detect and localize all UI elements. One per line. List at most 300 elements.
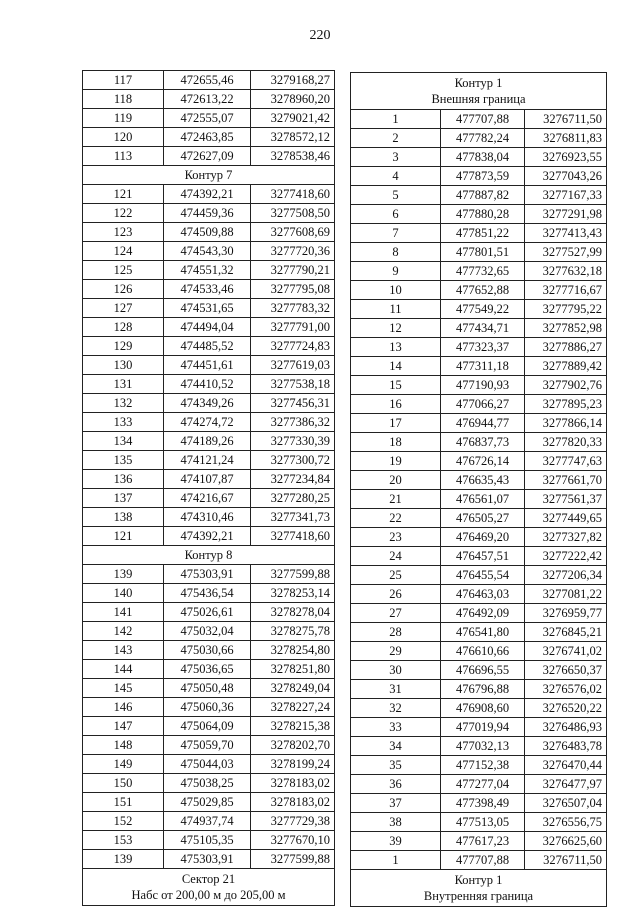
point-number: 118: [83, 90, 164, 109]
point-number: 139: [83, 850, 164, 869]
point-number: 141: [83, 603, 164, 622]
table-row: [351, 338, 607, 357]
y-coordinate: 3277418,60: [251, 185, 335, 204]
x-coordinate: 476505,27: [441, 509, 525, 528]
point-number: 22: [351, 509, 441, 528]
x-coordinate: 477190,93: [441, 376, 525, 395]
x-coordinate: 474392,21: [164, 185, 251, 204]
point-number: 4: [351, 167, 441, 186]
x-coordinate: 474392,21: [164, 527, 251, 546]
x-coordinate: 477838,04: [441, 148, 525, 167]
table-row: [351, 186, 607, 205]
table-row: [351, 395, 607, 414]
y-coordinate: 3277716,67: [525, 281, 607, 300]
y-coordinate: 3276741,02: [525, 642, 607, 661]
point-number: 3: [351, 148, 441, 167]
point-number: 31: [351, 680, 441, 699]
x-coordinate: 477851,22: [441, 224, 525, 243]
x-coordinate: 475038,25: [164, 774, 251, 793]
x-coordinate: 475059,70: [164, 736, 251, 755]
table-row: [351, 110, 607, 129]
point-number: 23: [351, 528, 441, 547]
x-coordinate: 476726,14: [441, 452, 525, 471]
table-row: [83, 128, 335, 147]
x-coordinate: 475105,35: [164, 831, 251, 850]
y-coordinate: 3276576,02: [525, 680, 607, 699]
point-number: 133: [83, 413, 164, 432]
x-coordinate: 476837,73: [441, 433, 525, 452]
point-number: 36: [351, 775, 441, 794]
y-coordinate: 3277820,33: [525, 433, 607, 452]
point-number: 7: [351, 224, 441, 243]
y-coordinate: 3279168,27: [251, 71, 335, 90]
point-number: 150: [83, 774, 164, 793]
table-row: [351, 452, 607, 471]
point-number: 146: [83, 698, 164, 717]
point-number: 14: [351, 357, 441, 376]
y-coordinate: 3278183,02: [251, 793, 335, 812]
x-coordinate: 474551,32: [164, 261, 251, 280]
y-coordinate: 3277608,69: [251, 223, 335, 242]
table-row: [351, 775, 607, 794]
table-row: [83, 71, 335, 90]
x-coordinate: 477801,51: [441, 243, 525, 262]
table-row: [351, 300, 607, 319]
contour-7-heading-row: [83, 166, 335, 185]
x-coordinate: 475026,61: [164, 603, 251, 622]
table-row: [83, 812, 335, 831]
table-row: [351, 642, 607, 661]
x-coordinate: 477311,18: [441, 357, 525, 376]
point-number: 28: [351, 623, 441, 642]
x-coordinate: 474189,26: [164, 432, 251, 451]
table-row: [83, 451, 335, 470]
point-number: 25: [351, 566, 441, 585]
x-coordinate: 474543,30: [164, 242, 251, 261]
point-number: 11: [351, 300, 441, 319]
x-coordinate: 474937,74: [164, 812, 251, 831]
point-number: 9: [351, 262, 441, 281]
contour-1-inner-heading: [351, 870, 607, 907]
x-coordinate: 472655,46: [164, 71, 251, 90]
point-number: 137: [83, 489, 164, 508]
point-number: 37: [351, 794, 441, 813]
table-row: [83, 375, 335, 394]
x-coordinate: 477873,59: [441, 167, 525, 186]
table-row: [83, 660, 335, 679]
x-coordinate: 475064,09: [164, 717, 251, 736]
y-coordinate: 3277599,88: [251, 850, 335, 869]
y-coordinate: 3277670,10: [251, 831, 335, 850]
y-coordinate: 3279021,42: [251, 109, 335, 128]
table-row: [351, 756, 607, 775]
point-number: 142: [83, 622, 164, 641]
point-number: 145: [83, 679, 164, 698]
point-number: 130: [83, 356, 164, 375]
point-number: 12: [351, 319, 441, 338]
x-coordinate: 477707,88: [441, 851, 525, 870]
x-coordinate: 474531,65: [164, 299, 251, 318]
point-number: 153: [83, 831, 164, 850]
point-number: 132: [83, 394, 164, 413]
table-row: [351, 528, 607, 547]
y-coordinate: 3276923,55: [525, 148, 607, 167]
point-number: 136: [83, 470, 164, 489]
x-coordinate: 477549,22: [441, 300, 525, 319]
y-coordinate: 3277280,25: [251, 489, 335, 508]
point-number: 29: [351, 642, 441, 661]
y-coordinate: 3276711,50: [525, 110, 607, 129]
table-row: [83, 261, 335, 280]
table-row: [83, 565, 335, 584]
y-coordinate: 3276507,04: [525, 794, 607, 813]
x-coordinate: 477652,88: [441, 281, 525, 300]
table-row: [351, 699, 607, 718]
y-coordinate: 3276650,37: [525, 661, 607, 680]
y-coordinate: 3278202,70: [251, 736, 335, 755]
y-coordinate: 3277729,38: [251, 812, 335, 831]
table-row: [83, 622, 335, 641]
point-number: 134: [83, 432, 164, 451]
y-coordinate: 3277790,21: [251, 261, 335, 280]
y-coordinate: 3278278,04: [251, 603, 335, 622]
x-coordinate: 476492,09: [441, 604, 525, 623]
table-row: [83, 223, 335, 242]
point-number: 127: [83, 299, 164, 318]
table-row: [83, 432, 335, 451]
table-row: [351, 224, 607, 243]
point-number: 140: [83, 584, 164, 603]
y-coordinate: 3277561,37: [525, 490, 607, 509]
contour-1-outer-heading-line: Внешняя граница: [431, 92, 526, 106]
x-coordinate: 475050,48: [164, 679, 251, 698]
point-number: 34: [351, 737, 441, 756]
y-coordinate: 3277632,18: [525, 262, 607, 281]
y-coordinate: 3277206,34: [525, 566, 607, 585]
y-coordinate: 3277418,60: [251, 527, 335, 546]
point-number: 39: [351, 832, 441, 851]
table-row: [351, 376, 607, 395]
x-coordinate: 474121,24: [164, 451, 251, 470]
table-row: [83, 736, 335, 755]
y-coordinate: 3277341,73: [251, 508, 335, 527]
point-number: 121: [83, 527, 164, 546]
point-number: 143: [83, 641, 164, 660]
x-coordinate: 477019,94: [441, 718, 525, 737]
table-row: [351, 129, 607, 148]
point-number: 20: [351, 471, 441, 490]
x-coordinate: 474410,52: [164, 375, 251, 394]
point-number: 126: [83, 280, 164, 299]
point-number: 5: [351, 186, 441, 205]
y-coordinate: 3276556,75: [525, 813, 607, 832]
x-coordinate: 474274,72: [164, 413, 251, 432]
x-coordinate: 477323,37: [441, 338, 525, 357]
x-coordinate: 474494,04: [164, 318, 251, 337]
point-number: 123: [83, 223, 164, 242]
x-coordinate: 476457,51: [441, 547, 525, 566]
x-coordinate: 474349,26: [164, 394, 251, 413]
x-coordinate: 477880,28: [441, 205, 525, 224]
table-row: [83, 755, 335, 774]
point-number: 21: [351, 490, 441, 509]
point-number: 24: [351, 547, 441, 566]
y-coordinate: 3277449,65: [525, 509, 607, 528]
point-number: 32: [351, 699, 441, 718]
point-number: 18: [351, 433, 441, 452]
y-coordinate: 3278183,02: [251, 774, 335, 793]
y-coordinate: 3278254,80: [251, 641, 335, 660]
y-coordinate: 3278251,80: [251, 660, 335, 679]
y-coordinate: 3278275,78: [251, 622, 335, 641]
sector-footer-line: Набс от 200,00 м до 205,00 м: [131, 888, 286, 902]
y-coordinate: 3276520,22: [525, 699, 607, 718]
x-coordinate: 477887,82: [441, 186, 525, 205]
contour-7-heading: [83, 166, 335, 185]
point-number: 10: [351, 281, 441, 300]
point-number: 33: [351, 718, 441, 737]
y-coordinate: 3278199,24: [251, 755, 335, 774]
table-row: [351, 167, 607, 186]
y-coordinate: 3276625,60: [525, 832, 607, 851]
point-number: 30: [351, 661, 441, 680]
point-number: 117: [83, 71, 164, 90]
contour-1-outer-heading-line: Контур 1: [454, 76, 503, 90]
point-number: 113: [83, 147, 164, 166]
y-coordinate: 3277538,18: [251, 375, 335, 394]
x-coordinate: 472555,07: [164, 109, 251, 128]
x-coordinate: 475030,66: [164, 641, 251, 660]
table-row: [83, 489, 335, 508]
table-row: [83, 280, 335, 299]
y-coordinate: 3277456,31: [251, 394, 335, 413]
y-coordinate: 3277413,43: [525, 224, 607, 243]
point-number: 129: [83, 337, 164, 356]
y-coordinate: 3278572,12: [251, 128, 335, 147]
x-coordinate: 474485,52: [164, 337, 251, 356]
x-coordinate: 476635,43: [441, 471, 525, 490]
table-row: [83, 299, 335, 318]
table-row: [83, 413, 335, 432]
y-coordinate: 3278215,38: [251, 717, 335, 736]
table-row: [83, 337, 335, 356]
x-coordinate: 476469,20: [441, 528, 525, 547]
x-coordinate: 476944,77: [441, 414, 525, 433]
y-coordinate: 3277222,42: [525, 547, 607, 566]
y-coordinate: 3277043,26: [525, 167, 607, 186]
y-coordinate: 3277783,32: [251, 299, 335, 318]
table-row: [83, 470, 335, 489]
y-coordinate: 3277724,83: [251, 337, 335, 356]
point-number: 15: [351, 376, 441, 395]
point-number: 122: [83, 204, 164, 223]
y-coordinate: 3277866,14: [525, 414, 607, 433]
y-coordinate: 3277327,82: [525, 528, 607, 547]
x-coordinate: 475436,54: [164, 584, 251, 603]
x-coordinate: 477617,23: [441, 832, 525, 851]
y-coordinate: 3277167,33: [525, 186, 607, 205]
x-coordinate: 477434,71: [441, 319, 525, 338]
table-row: [83, 527, 335, 546]
table-row: [351, 433, 607, 452]
point-number: 131: [83, 375, 164, 394]
x-coordinate: 474216,67: [164, 489, 251, 508]
point-number: 38: [351, 813, 441, 832]
page-number: 220: [309, 28, 331, 43]
sector-footer: [83, 869, 335, 906]
y-coordinate: 3277508,50: [251, 204, 335, 223]
y-coordinate: 3277619,03: [251, 356, 335, 375]
y-coordinate: 3277886,27: [525, 338, 607, 357]
x-coordinate: 476455,54: [441, 566, 525, 585]
table-row: [83, 318, 335, 337]
point-number: 128: [83, 318, 164, 337]
table-row: [351, 414, 607, 433]
contour-8-heading-line: Контур 8: [184, 547, 233, 562]
x-coordinate: 475303,91: [164, 850, 251, 869]
y-coordinate: 3277795,08: [251, 280, 335, 299]
point-number: 119: [83, 109, 164, 128]
contour-1-outer-heading-row: [351, 73, 607, 110]
point-number: 2: [351, 129, 441, 148]
x-coordinate: 476561,07: [441, 490, 525, 509]
y-coordinate: 3277386,32: [251, 413, 335, 432]
y-coordinate: 3278249,04: [251, 679, 335, 698]
contour-8-heading-row: [83, 546, 335, 565]
point-number: 135: [83, 451, 164, 470]
x-coordinate: 472627,09: [164, 147, 251, 166]
point-number: 8: [351, 243, 441, 262]
table-row: [83, 109, 335, 128]
contour-8-heading: [83, 546, 335, 565]
y-coordinate: 3277902,76: [525, 376, 607, 395]
x-coordinate: 476541,80: [441, 623, 525, 642]
point-number: 138: [83, 508, 164, 527]
y-coordinate: 3277527,99: [525, 243, 607, 262]
contour-1-inner-heading-line: Контур 1: [454, 873, 503, 887]
sector-footer-row: [83, 869, 335, 906]
table-row: [351, 585, 607, 604]
coordinates-table-right: [350, 72, 607, 907]
y-coordinate: 3276486,93: [525, 718, 607, 737]
y-coordinate: 3276811,83: [525, 129, 607, 148]
table-row: [83, 717, 335, 736]
x-coordinate: 475029,85: [164, 793, 251, 812]
table-row: [351, 509, 607, 528]
x-coordinate: 476796,88: [441, 680, 525, 699]
table-row: [351, 357, 607, 376]
table-row: [83, 147, 335, 166]
y-coordinate: 3277661,70: [525, 471, 607, 490]
point-number: 151: [83, 793, 164, 812]
y-coordinate: 3277791,00: [251, 318, 335, 337]
sector-footer-line: Сектор 21: [181, 872, 236, 886]
contour-1-inner-heading-line: Внутренняя граница: [423, 889, 534, 903]
table-row: [83, 774, 335, 793]
point-number: 13: [351, 338, 441, 357]
table-row: [83, 356, 335, 375]
y-coordinate: 3277852,98: [525, 319, 607, 338]
y-coordinate: 3277895,23: [525, 395, 607, 414]
y-coordinate: 3277599,88: [251, 565, 335, 584]
x-coordinate: 476463,03: [441, 585, 525, 604]
x-coordinate: 477032,13: [441, 737, 525, 756]
x-coordinate: 474533,46: [164, 280, 251, 299]
table-row: [83, 793, 335, 812]
x-coordinate: 475060,36: [164, 698, 251, 717]
y-coordinate: 3277291,98: [525, 205, 607, 224]
point-number: 147: [83, 717, 164, 736]
x-coordinate: 476696,55: [441, 661, 525, 680]
point-number: 6: [351, 205, 441, 224]
table-row: [83, 679, 335, 698]
x-coordinate: 474107,87: [164, 470, 251, 489]
y-coordinate: 3276959,77: [525, 604, 607, 623]
table-row: [83, 831, 335, 850]
table-row: [83, 584, 335, 603]
x-coordinate: 476908,60: [441, 699, 525, 718]
contour-1-outer-heading: [351, 73, 607, 110]
table-row: [83, 641, 335, 660]
x-coordinate: 477277,04: [441, 775, 525, 794]
point-number: 148: [83, 736, 164, 755]
table-row: [351, 737, 607, 756]
point-number: 125: [83, 261, 164, 280]
y-coordinate: 3277720,36: [251, 242, 335, 261]
x-coordinate: 474451,61: [164, 356, 251, 375]
x-coordinate: 477066,27: [441, 395, 525, 414]
point-number: 35: [351, 756, 441, 775]
y-coordinate: 3276845,21: [525, 623, 607, 642]
y-coordinate: 3278960,20: [251, 90, 335, 109]
y-coordinate: 3277081,22: [525, 585, 607, 604]
point-number: 121: [83, 185, 164, 204]
y-coordinate: 3276470,44: [525, 756, 607, 775]
y-coordinate: 3277795,22: [525, 300, 607, 319]
x-coordinate: 475044,03: [164, 755, 251, 774]
contour-7-heading-line: Контур 7: [184, 167, 233, 182]
x-coordinate: 477732,65: [441, 262, 525, 281]
table-row: [83, 698, 335, 717]
table-row: [83, 603, 335, 622]
table-row: [83, 394, 335, 413]
table-row: [351, 490, 607, 509]
table-row: [83, 508, 335, 527]
table-row: [351, 661, 607, 680]
table-row: [351, 718, 607, 737]
y-coordinate: 3278227,24: [251, 698, 335, 717]
table-row: [83, 90, 335, 109]
coordinates-table-left: [82, 70, 335, 906]
point-number: 152: [83, 812, 164, 831]
x-coordinate: 477398,49: [441, 794, 525, 813]
x-coordinate: 477707,88: [441, 110, 525, 129]
point-number: 26: [351, 585, 441, 604]
x-coordinate: 477513,05: [441, 813, 525, 832]
y-coordinate: 3277889,42: [525, 357, 607, 376]
table-row: [83, 242, 335, 261]
point-number: 124: [83, 242, 164, 261]
x-coordinate: 474509,88: [164, 223, 251, 242]
table-row: [351, 851, 607, 870]
table-row: [351, 794, 607, 813]
x-coordinate: 477782,24: [441, 129, 525, 148]
y-coordinate: 3277330,39: [251, 432, 335, 451]
table-row: [351, 243, 607, 262]
point-number: 1: [351, 110, 441, 129]
x-coordinate: 472463,85: [164, 128, 251, 147]
table-row: [83, 185, 335, 204]
